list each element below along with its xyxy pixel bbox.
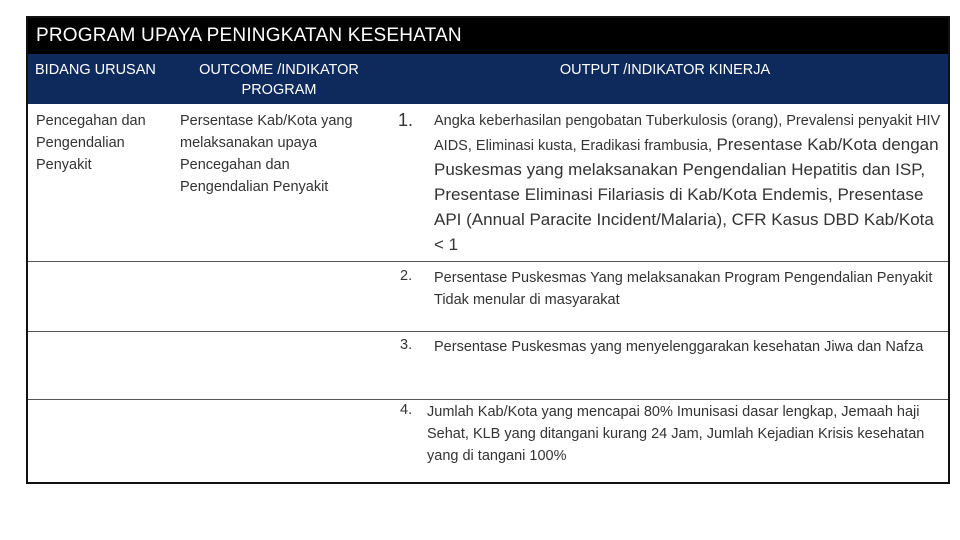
header-bidang-urusan: BIDANG URUSAN <box>35 62 156 78</box>
outcome-cell: Persentase Kab/Kota yang melaksanakan upaya Pencegahan dan Pengendalian Penyakit <box>180 113 353 195</box>
output-1-text: Angka keberhasilan pengobatan Tuberkulosis (orang), Prevalensi penyakit HIV AIDS, Eliminasi kusta, Eradikasi frambusia, Presentase Kab/Kota dengan Puskesmas yang melaksanakan Pengendalian Hepatitis dan ISP, Presentase Eliminasi Filariasis di Kab/Kota Endemis, Presentase API (Annual Paracite Incident/Malaria), CFR Kasus DBD Kab/Kota < 1 <box>434 113 941 254</box>
program-table <box>26 16 950 484</box>
table-header <box>28 54 948 104</box>
table-title: PROGRAM UPAYA PENINGKATAN KESEHATAN <box>28 18 948 54</box>
row-divider <box>28 261 948 262</box>
bidang-urusan-cell: Pencegahan dan Pengendalian Penyakit <box>36 113 146 173</box>
output-4-number: 4. <box>400 402 413 418</box>
output-1-number: 1. <box>398 110 414 130</box>
row-divider <box>28 399 948 400</box>
output-3-number: 3. <box>400 337 413 353</box>
row-divider <box>28 331 948 332</box>
output-4-text: Jumlah Kab/Kota yang mencapai 80% Imunisasi dasar lengkap, Jemaah haji Sehat, KLB yang ditangani kurang 24 Jam, Jumlah Kejadian Krisis kesehatan yang di tangani 100% <box>427 404 925 464</box>
header-outcome: OUTCOME /INDIKATOR PROGRAM <box>199 62 359 98</box>
output-3-text: Persentase Puskesmas yang menyelenggarakan kesehatan Jiwa dan Nafza <box>434 339 924 355</box>
output-2-text: Persentase Puskesmas Yang melaksanakan Program Pengendalian Penyakit Tidak menular di masyarakat <box>434 270 933 308</box>
header-output: OUTPUT /INDIKATOR KINERJA <box>559 62 771 78</box>
output-2-number: 2. <box>400 268 413 284</box>
